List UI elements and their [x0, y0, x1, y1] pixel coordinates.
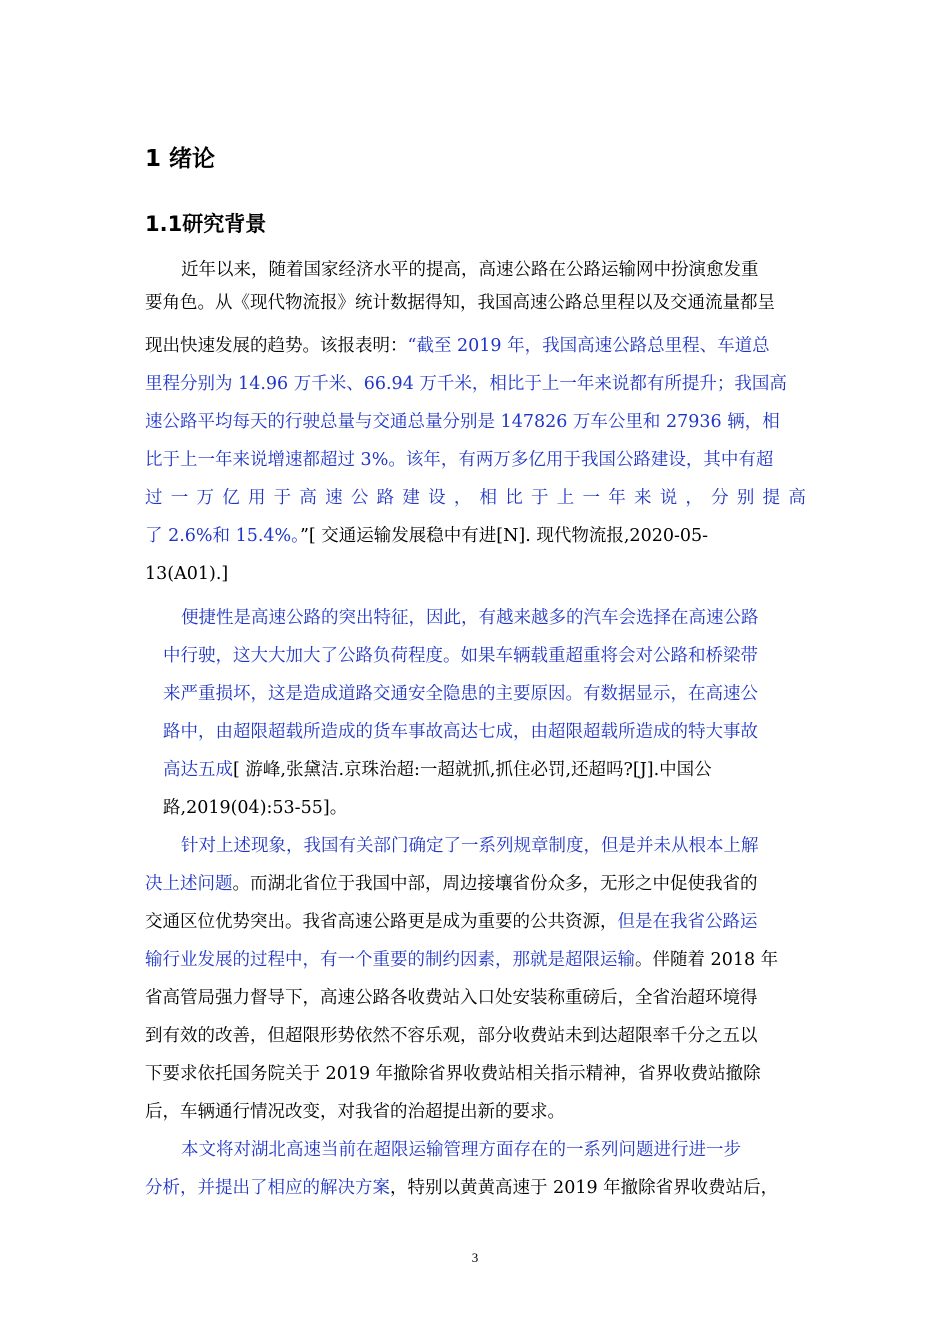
paragraph-3-line-4-text: 。伴随着 2018 年 [635, 950, 779, 970]
spread-char: 比 [505, 488, 523, 508]
paragraph-1-line-1: 近年以来，随着国家经济水平的提高，高速公路在公路运输网中扮演愈发重 [181, 260, 759, 280]
spread-char: 高 [788, 488, 806, 508]
paragraph-1-line-5: 速公路平均每天的行驶总量与交通总量分别是 147826 万车公里和 27936 辆，相 [145, 412, 780, 432]
paragraph-3-line-4-blue: 输行业发展的过程中，有一个重要的制约因素，那就是超限运输 [145, 950, 635, 970]
quote-start: “截至 2019 年，我国高速公路总里程、车道总 [407, 336, 770, 356]
spread-char: 万 [196, 488, 214, 508]
spread-char: 上 [556, 488, 575, 508]
paragraph-4-line-2-text: ，特别以黄黄高速于 2019 年撤除省界收费站后， [390, 1178, 779, 1198]
paragraph-4-line-2-blue: 分析，并提出了相应的解决方案 [145, 1178, 390, 1198]
paragraph-1-line-4: 里程分别为 14.96 万千米、66.94 万千米，相比于上一年来说都有所提升；我国高 [145, 374, 787, 394]
spread-char: 于 [273, 488, 292, 508]
section-heading: 1.1研究背景 [145, 212, 267, 236]
paragraph-2-line-2: 中行驶，这大大加大了公路负荷程度。如果车辆载重超重将会对公路和桥梁带 [163, 646, 758, 666]
spread-char: 亿 [222, 488, 240, 508]
paragraph-3-line-4 [145, 948, 778, 972]
paragraph-3-line-1: 针对上述现象，我国有关部门确定了一系列规章制度，但是并未从根本上解 [181, 836, 759, 856]
spread-char: 用 [247, 488, 266, 508]
paragraph-3-line-8: 后，车辆通行情况改变，对我省的治超提出新的要求。 [145, 1102, 565, 1122]
paragraph-3-line-3 [145, 910, 758, 934]
spread-char: 路 [376, 488, 395, 508]
paragraph-3-line-2 [145, 872, 758, 896]
spread-char: ， [453, 488, 472, 508]
paragraph-2-line-5 [163, 758, 712, 782]
paragraph-3-line-3-text: 交通区位优势突出。我省高速公路更是成为重要的公共资源， [145, 912, 618, 932]
spread-char: 设 [428, 488, 446, 508]
paragraph-3-line-6: 到有效的改善，但超限形势依然不容乐观，部分收费站未到达超限率千分之五以 [145, 1026, 758, 1046]
paragraph-2-line-1: 便捷性是高速公路的突出特征，因此，有越来越多的汽车会选择在高速公路 [181, 608, 759, 628]
spread-char: 说 [659, 488, 678, 508]
quote-end: 了 2.6%和 15.4%。 [145, 526, 300, 546]
paragraph-2-line-4: 路中，由超限超载所造成的货车事故高达七成，由超限超载所造成的特大事故 [163, 722, 758, 742]
spread-char: 速 [325, 488, 343, 508]
page-number: 3 [471, 1250, 479, 1265]
spread-char: 分 [711, 488, 729, 508]
spread-char: 年 [608, 488, 626, 508]
spread-char: 提 [762, 488, 781, 508]
paragraph-1-line-3-text: 现出快速发展的趋势。该报表明： [145, 336, 408, 356]
chapter-heading: 1 绪论 [145, 146, 216, 172]
paragraph-4-line-2 [145, 1176, 778, 1200]
spread-char: 建 [402, 488, 420, 508]
spread-char: 来 [633, 488, 652, 508]
paragraph-1-line-2: 要角色。从《现代物流报》统计数据得知，我国高速公路总里程以及交通流量都呈 [145, 293, 775, 313]
spread-char: 过 [145, 488, 163, 508]
paragraph-1-line-9: 13(A01).] [145, 564, 229, 584]
paragraph-2-line-6: 路,2019(04):53-55]。 [163, 798, 348, 818]
paragraph-4-line-1: 本文将对湖北高速当前在超限运输管理方面存在的一系列问题进行进一步 [181, 1140, 741, 1160]
paragraph-1-line-3 [145, 334, 770, 358]
paragraph-1-line-8 [145, 524, 708, 548]
paragraph-3-line-2-text: 。而湖北省位于我国中部，周边接壤省份众多，无形之中促使我省的 [232, 874, 758, 894]
citation-2: [ 游峰,张黛洁.京珠治超:一超就抓,抓住必罚,还超吗?[J].中国公 [233, 760, 712, 780]
paragraph-1-line-7 [145, 486, 806, 510]
spread-char: 公 [350, 488, 369, 508]
spread-char: ， [685, 488, 703, 508]
spread-char: 别 [736, 488, 755, 508]
paragraph-3-line-5: 省高管局强力督导下，高速公路各收费站入口处安装称重磅后，全省治超环境得 [145, 988, 758, 1008]
spread-char: 一 [170, 488, 189, 508]
spread-char: 相 [479, 488, 498, 508]
paragraph-3-line-3-blue: 但是在我省公路运 [617, 912, 758, 932]
spread-char: 一 [582, 488, 600, 508]
spread-char: 于 [531, 488, 549, 508]
spread-char: 高 [299, 488, 317, 508]
paragraph-3-line-2-blue: 决上述问题 [145, 874, 233, 894]
paragraph-2-line-3: 来严重损坏，这是造成道路交通安全隐患的主要原因。有数据显示，在高速公 [163, 684, 758, 704]
citation-1: ”[ 交通运输发展稳中有进[N]. 现代物流报,2020-05- [299, 526, 709, 546]
paragraph-1-line-6: 比于上一年来说增速都超过 3%。该年，有两万多亿用于我国公路建设，其中有超 [145, 450, 774, 470]
paragraph-2-line-5-text: 高达五成 [163, 760, 233, 780]
paragraph-3-line-7: 下要求依托国务院关于 2019 年撤除省界收费站相关指示精神，省界收费站撤除 [145, 1064, 761, 1084]
